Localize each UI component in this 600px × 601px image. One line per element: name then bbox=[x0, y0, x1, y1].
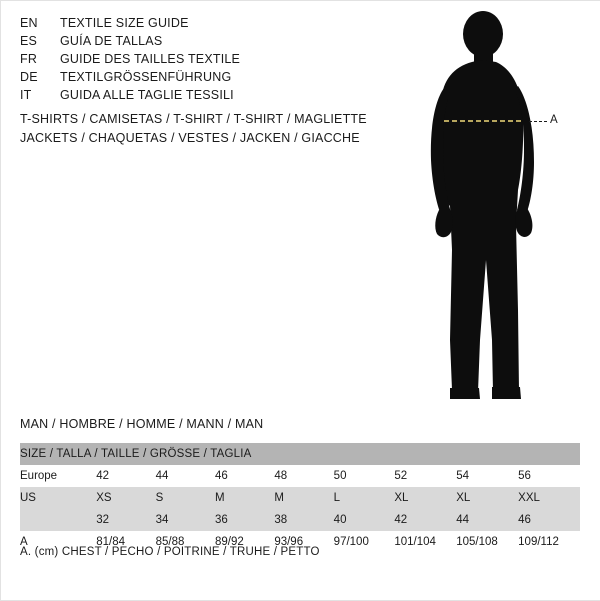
language-text: TEXTILGRÖSSENFÜHRUNG bbox=[60, 70, 232, 84]
row-value: 44 bbox=[456, 514, 470, 526]
row-value: 36 bbox=[214, 514, 228, 526]
language-code: DE bbox=[20, 70, 38, 84]
garment-types bbox=[20, 110, 420, 148]
row-value: 101/104 bbox=[394, 536, 436, 548]
table-title: MAN / HOMBRE / HOMME / MANN / MAN bbox=[20, 417, 264, 431]
row-value: 50 bbox=[333, 470, 347, 482]
row-value: 42 bbox=[96, 470, 110, 482]
row-value: 38 bbox=[274, 514, 288, 526]
table-header-label: SIZE / TALLA / TAILLE / GRÖSSE / TAGLIA bbox=[20, 448, 252, 460]
row-value: 52 bbox=[394, 470, 408, 482]
row-value: 89/92 bbox=[214, 536, 244, 548]
row-value: 44 bbox=[155, 470, 169, 482]
row-value: M bbox=[274, 492, 284, 504]
row-value: 42 bbox=[394, 514, 408, 526]
language-code: FR bbox=[20, 52, 38, 66]
row-value: 97/100 bbox=[333, 536, 369, 548]
row-value: L bbox=[333, 492, 341, 504]
language-row bbox=[20, 16, 400, 34]
language-text: GUIDE DES TAILLES TEXTILE bbox=[60, 52, 241, 66]
row-value: XXL bbox=[518, 492, 540, 504]
row-label: A bbox=[20, 536, 28, 548]
language-text: TEXTILE SIZE GUIDE bbox=[60, 16, 189, 30]
row-value: S bbox=[155, 492, 164, 504]
measure-label-a: A bbox=[550, 114, 559, 126]
row-value: 85/88 bbox=[155, 536, 185, 548]
row-value: 48 bbox=[274, 470, 288, 482]
row-value: 32 bbox=[96, 514, 110, 526]
row-value: 34 bbox=[155, 514, 169, 526]
row-value: 93/96 bbox=[274, 536, 304, 548]
table-row bbox=[20, 509, 580, 531]
language-row bbox=[20, 88, 400, 106]
language-code: ES bbox=[20, 34, 38, 48]
body-silhouette-figure bbox=[400, 10, 600, 400]
row-value: M bbox=[214, 492, 225, 504]
size-table bbox=[20, 443, 580, 553]
row-value: 54 bbox=[456, 470, 470, 482]
table-row bbox=[20, 487, 580, 509]
row-value: 46 bbox=[518, 514, 531, 526]
garment-line-jackets: JACKETS / CHAQUETAS / VESTES / JACKEN / GIACCHE bbox=[20, 131, 360, 145]
silhouette-svg bbox=[400, 10, 600, 400]
row-value: 46 bbox=[214, 470, 228, 482]
language-text: GUIDA ALLE TAGLIE TESSILI bbox=[60, 88, 234, 102]
row-value: XL bbox=[456, 492, 471, 504]
table-footnote: A. (cm) CHEST / PECHO / POITRINE / TRUHE / PETTO bbox=[20, 546, 320, 558]
language-row bbox=[20, 34, 400, 52]
language-row bbox=[20, 70, 400, 88]
measure-leader-line bbox=[529, 121, 547, 122]
language-row bbox=[20, 52, 400, 70]
garment-line-tshirts: T-SHIRTS / CAMISETAS / T-SHIRT / T-SHIRT / MAGLIETTE bbox=[20, 112, 367, 126]
row-value: XS bbox=[96, 492, 112, 504]
row-value: 56 bbox=[518, 470, 531, 482]
row-value: 109/112 bbox=[518, 536, 559, 548]
row-value: XL bbox=[394, 492, 409, 504]
row-label: US bbox=[20, 492, 36, 504]
row-value: 105/108 bbox=[456, 536, 498, 548]
language-code: EN bbox=[20, 16, 38, 30]
table-row bbox=[20, 465, 580, 487]
row-label: Europe bbox=[20, 470, 58, 482]
language-code: IT bbox=[20, 88, 32, 102]
row-label bbox=[20, 509, 96, 531]
language-text: GUÍA DE TALLAS bbox=[60, 34, 163, 48]
row-value: 81/84 bbox=[96, 536, 126, 548]
table-header-row bbox=[20, 443, 580, 465]
language-list bbox=[20, 16, 400, 106]
row-value: 40 bbox=[333, 514, 347, 526]
